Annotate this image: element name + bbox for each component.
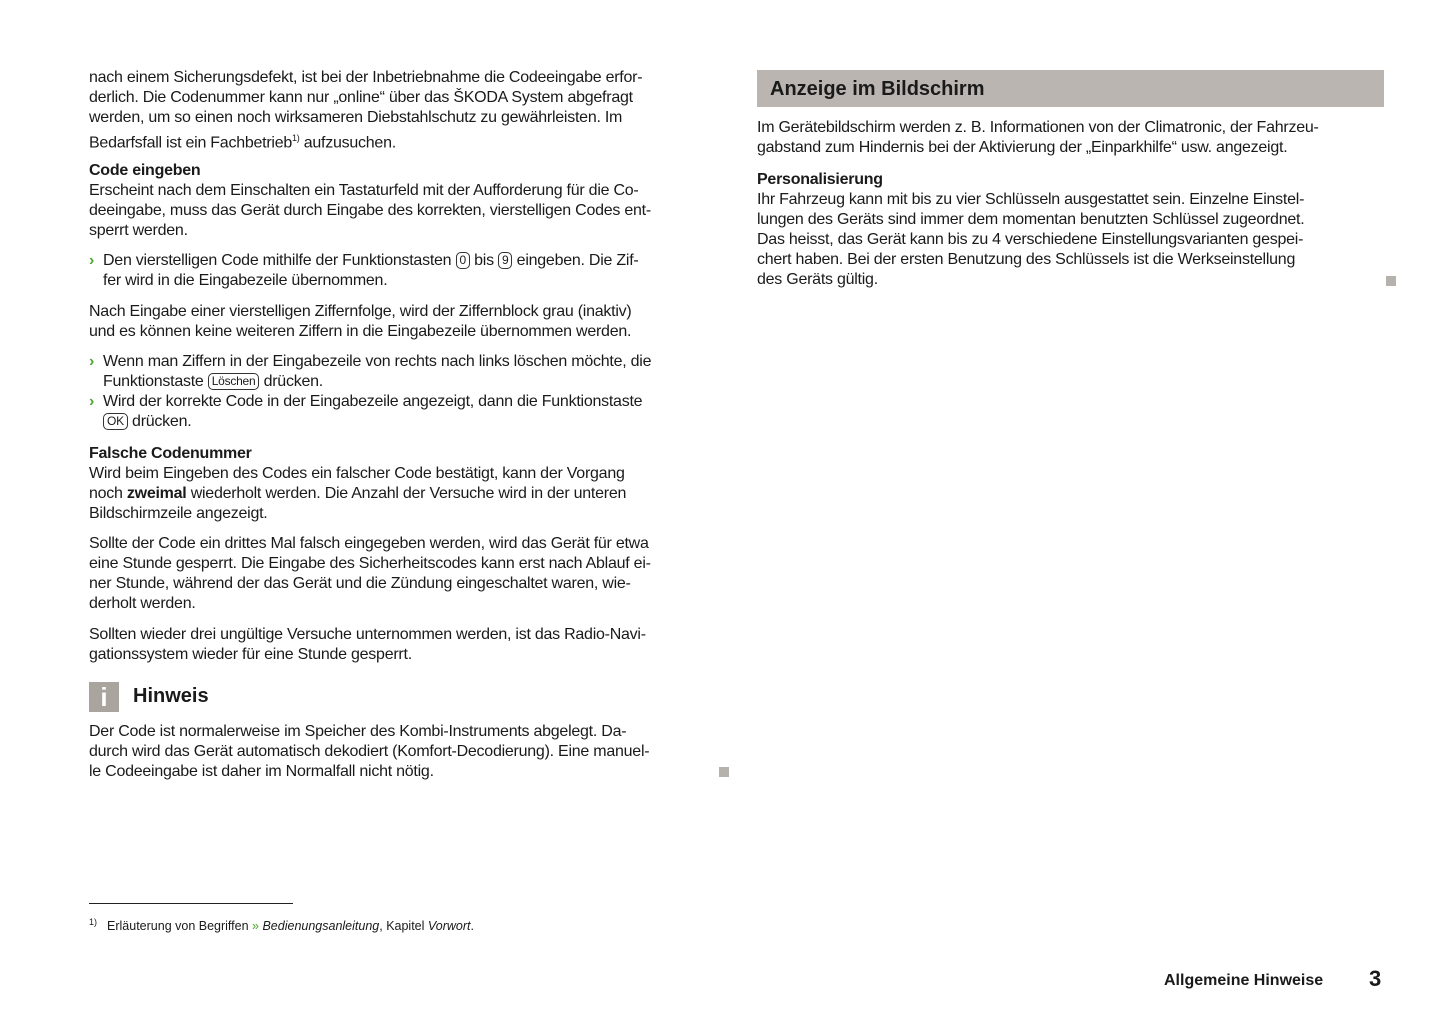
bullet-item xyxy=(89,251,639,271)
text-line xyxy=(103,412,191,432)
text: . xyxy=(470,919,474,934)
reference-link[interactable]: Bedienungsanleitung xyxy=(262,919,380,934)
text-line: Ihr Fahrzeug kann mit bis zu vier Schlüsseln ausgestattet sein. Einzelne Einstel- xyxy=(757,191,1305,208)
key-ok: OK xyxy=(103,413,128,430)
text-line: sperrt werden. xyxy=(89,222,188,239)
key-loeschen: Löschen xyxy=(208,373,260,390)
text: Bedarfsfall ist ein Fachbetrieb xyxy=(89,134,293,152)
text: drücken. xyxy=(259,373,323,390)
heading-personalisierung: Personalisierung xyxy=(757,171,883,188)
text-line: Nach Eingabe einer vierstelligen Ziffernfolge, wird der Ziffernblock grau (inaktiv) xyxy=(89,303,632,320)
info-icon: i xyxy=(89,682,119,712)
text: noch xyxy=(89,485,127,502)
text-line: Das heisst, das Gerät kann bis zu 4 verschiedene Einstellungsvarianten gespei- xyxy=(757,231,1304,248)
text-line: des Geräts gültig. xyxy=(757,271,878,288)
text-line: Bildschirmzeile angezeigt. xyxy=(89,505,268,522)
text-line: derholt werden. xyxy=(89,595,196,612)
heading-falsche-codenummer: Falsche Codenummer xyxy=(89,445,252,462)
text-line: Erscheint nach dem Einschalten ein Tastaturfeld mit der Aufforderung für die Co- xyxy=(89,182,639,199)
section-end-mark xyxy=(719,767,729,777)
text-line: Wird beim Eingeben des Codes ein falscher Code bestätigt, kann der Vorgang xyxy=(89,465,625,482)
heading-code-eingeben: Code eingeben xyxy=(89,162,201,179)
hint-title: Hinweis xyxy=(133,685,209,707)
text: Den vierstelligen Code mithilfe der Funktionstasten xyxy=(103,252,456,269)
text: aufzusuchen. xyxy=(299,134,396,152)
footer-section-name: Allgemeine Hinweise xyxy=(1164,972,1324,989)
text-line: Der Code ist normalerweise im Speicher des Kombi-Instruments abgelegt. Da- xyxy=(89,723,627,740)
text: Wird der korrekte Code in der Eingabezeile angezeigt, dann die Funktionstaste xyxy=(103,393,643,410)
text-line: fer wird in die Eingabezeile übernommen. xyxy=(103,272,388,289)
footnote xyxy=(89,917,474,933)
key-0: 0 xyxy=(456,252,470,269)
text: Wenn man Ziffern in der Eingabezeile von rechts nach links löschen möchte, die xyxy=(103,353,652,370)
chevron-right-icon: › xyxy=(89,393,95,410)
chevron-right-icon: › xyxy=(89,353,95,370)
chevron-right-icon: › xyxy=(89,252,95,269)
bold-text: zweimal xyxy=(126,485,187,502)
text-line: durch wird das Gerät automatisch dekodiert (Komfort-Decodierung). Eine manuel- xyxy=(89,743,650,760)
text: eingeben. Die Zif- xyxy=(512,252,639,269)
text: bis xyxy=(469,252,499,269)
bullet-item xyxy=(89,352,652,372)
text-line xyxy=(89,484,626,504)
text: drücken. xyxy=(127,413,192,430)
text: Funktionstaste xyxy=(103,373,208,390)
section-header xyxy=(757,70,1384,107)
text-line: eine Stunde gesperrt. Die Eingabe des Sicherheitscodes kann erst nach Ablauf ei- xyxy=(89,555,651,572)
text-line: Sollte der Code ein drittes Mal falsch eingegeben werden, wird das Gerät für etwa xyxy=(89,535,649,552)
text-line: Im Gerätebildschirm werden z. B. Informationen von der Climatronic, der Fahrzeu- xyxy=(757,119,1319,136)
text-line: derlich. Die Codenummer kann nur „online“ über das ŠKODA System abgefragt xyxy=(89,89,633,106)
text-line: ner Stunde, während der das Gerät und die Zündung eingeschaltet waren, wie- xyxy=(89,575,631,592)
text-line: nach einem Sicherungsdefekt, ist bei der Inbetriebnahme die Codeeingabe erfor- xyxy=(89,69,643,86)
section-end-mark xyxy=(1386,276,1396,286)
text-line: lungen des Geräts sind immer dem momentan benutzten Schlüssel zugeordnet. xyxy=(757,211,1305,228)
text-line: Sollten wieder drei ungültige Versuche unternommen werden, ist das Radio-Navi- xyxy=(89,626,646,643)
text-line: deeingabe, muss das Gerät durch Eingabe des korrekten, vierstelligen Codes ent- xyxy=(89,202,651,219)
footnote-rule xyxy=(89,903,293,904)
text-line xyxy=(103,372,323,392)
text: Erläuterung von Begriffen xyxy=(107,919,253,934)
text-line: gabstand zum Hindernis bei der Aktivierung der „Einparkhilfe“ usw. angezeigt. xyxy=(757,139,1288,156)
page-number: 3 xyxy=(1369,966,1382,991)
text-line: werden, um so einen noch wirksameren Diebstahlschutz zu gewährleisten. Im xyxy=(89,109,623,126)
text-line: le Codeeingabe ist daher im Normalfall nicht nötig. xyxy=(89,763,434,780)
text-line xyxy=(89,128,396,153)
text: wiederholt werden. Die Anzahl der Versuche wird in der unteren xyxy=(186,485,627,502)
key-9: 9 xyxy=(498,252,512,269)
text-line: chert haben. Bei der ersten Benutzung des Schlüssels ist die Werkseinstellung xyxy=(757,251,1296,268)
text-line: und es können keine weiteren Ziffern in die Eingabezeile übernommen werden. xyxy=(89,323,632,340)
reference-link[interactable]: Vorwort xyxy=(427,919,471,934)
bullet-item xyxy=(89,392,643,412)
text: , Kapitel xyxy=(379,919,428,934)
reference-arrow-icon: » xyxy=(252,919,259,934)
section-title: Anzeige im Bildschirm xyxy=(770,78,985,100)
text-line: gationssystem wieder für eine Stunde gesperrt. xyxy=(89,646,412,663)
footnote-mark: 1) xyxy=(89,917,98,927)
footnote-ref[interactable]: 1) xyxy=(292,133,300,143)
